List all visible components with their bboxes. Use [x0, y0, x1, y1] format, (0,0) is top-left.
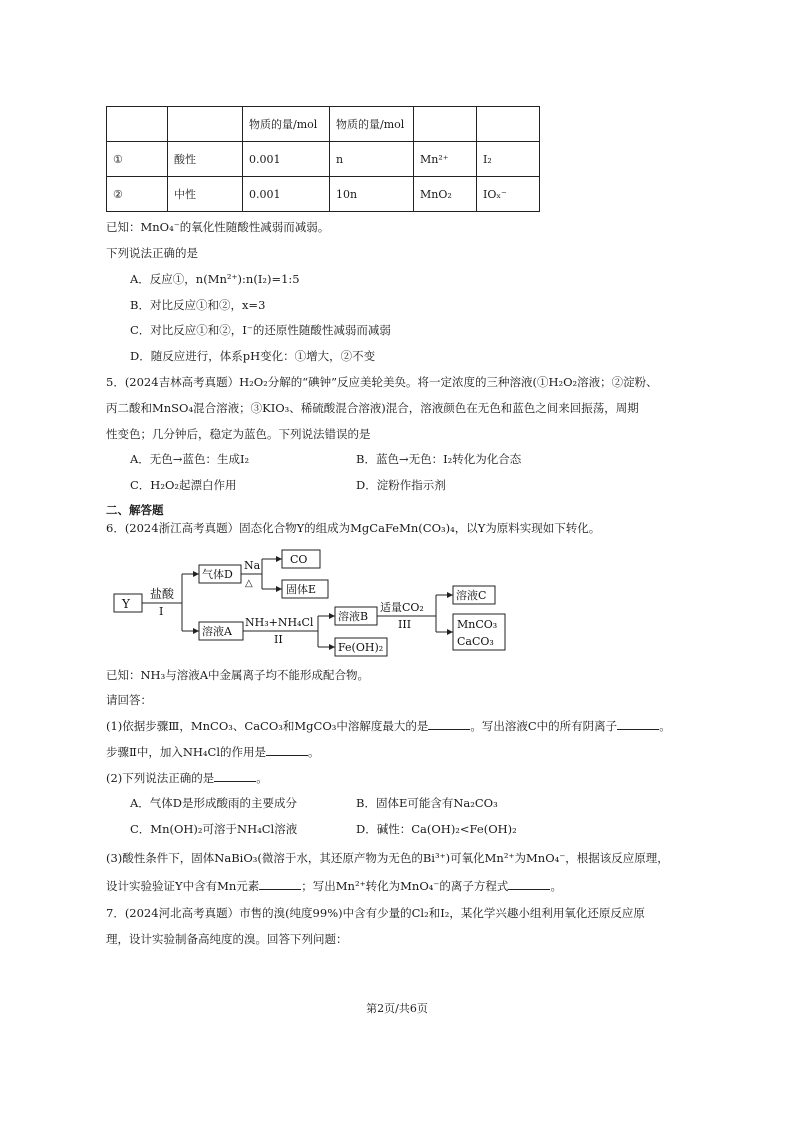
label-step3: III: [398, 618, 412, 631]
answer-blank[interactable]: [266, 744, 308, 756]
q6-part1-text: 。写出溶液C中的所有阴离子: [470, 719, 618, 733]
label-solid-e: 固体E: [286, 583, 317, 596]
q5-option-a: A．无色→蓝色：生成I₂: [130, 452, 250, 466]
q6-part1-cont: [106, 744, 320, 759]
table-cell: Mn²⁺: [414, 142, 477, 177]
label-sol-a: 溶液A: [202, 625, 232, 638]
table-cell: 0.001: [243, 177, 330, 212]
q5-line: 5．(2024吉林高考真题）H₂O₂分解的“碘钟”反应美轮美奂。将一定浓度的三种溶液(①H₂O₂溶液；②淀粉、: [106, 375, 658, 389]
table-cell: [168, 107, 243, 142]
label-na: Na: [244, 559, 261, 572]
label-co2: 适量CO₂: [380, 601, 424, 614]
label-step2: II: [274, 633, 283, 646]
table-cell: MnO₂: [414, 177, 477, 212]
page-footer: 第2页/共6页: [366, 1002, 428, 1015]
q6-known: 已知：NH₃与溶液A中金属离子均不能形成配合物。: [106, 668, 370, 682]
q6-part1-text: 步骤Ⅱ中，加入NH₄Cl的作用是: [106, 745, 266, 759]
label-y: Y: [122, 597, 130, 611]
q6-option-b: B．固体E可能含有Na₂CO₃: [356, 796, 498, 810]
label-gas-d: 气体D: [202, 568, 233, 581]
table-cell: n: [330, 142, 414, 177]
answer-blank[interactable]: [508, 878, 550, 890]
q5-option-d: D．淀粉作指示剂: [356, 478, 446, 492]
table-row: [107, 107, 540, 142]
table-cell: [477, 107, 540, 142]
q6-part3: (3)酸性条件下，固体NaBiO₃(微溶于水，其还原产物为无色的Bi³⁺)可氧化Mn²⁺为MnO₄⁻，根据该反应原理，: [106, 851, 669, 865]
table-row: [107, 177, 540, 212]
q4-option-a: A．反应①，n(Mn²⁺):n(I₂)=1:5: [130, 272, 300, 286]
label-hcl: 盐酸: [150, 587, 175, 601]
table-cell: 中性: [168, 177, 243, 212]
reaction-table: [106, 106, 540, 212]
table-cell: ②: [107, 177, 168, 212]
table-cell: I₂: [477, 142, 540, 177]
table-row: [107, 142, 540, 177]
label-delta: △: [245, 578, 253, 589]
label-mnco3: MnCO₃: [457, 618, 498, 631]
answer-blank[interactable]: [259, 878, 301, 890]
q5-option-c: C．H₂O₂起漂白作用: [130, 478, 237, 492]
label-feoh2: Fe(OH)₂: [338, 641, 384, 654]
q6-part3-text: 设计实验验证Y中含有Mn元素: [106, 879, 260, 893]
q6-part2: [106, 770, 268, 785]
section-title: 二、解答题: [106, 503, 164, 517]
q4-known: 已知：MnO₄⁻的氧化性随酸性减弱而减弱。: [106, 220, 330, 234]
q6-part3-text: 。: [550, 879, 562, 893]
q5-line: 性变色；几分钟后，稳定为蓝色。下列说法错误的是: [106, 427, 371, 441]
q7-line: 7．(2024河北高考真题）市售的溴(纯度99%)中含有少量的Cl₂和I₂，某化学兴趣小组利用氧化还原反应原: [106, 906, 645, 920]
table-cell: IOₓ⁻: [477, 177, 540, 212]
q6-ask: 请回答：: [106, 693, 152, 707]
q5-line: 丙二酸和MnSO₄混合溶液；③KIO₃、稀硫酸混合溶液)混合，溶液颜色在无色和蓝色之间来回振荡，周期: [106, 401, 639, 415]
label-caco3: CaCO₃: [457, 635, 494, 648]
q4-stem: 下列说法正确的是: [106, 246, 198, 260]
q6-part1: [106, 718, 671, 733]
q6-part2-text: 。: [256, 771, 268, 785]
answer-blank[interactable]: [214, 770, 256, 782]
q7-line: 理，设计实验制备高纯度的溴。回答下列问题：: [106, 932, 348, 946]
q4-option-c: C．对比反应①和②，I⁻的还原性随酸性减弱而减弱: [130, 323, 391, 337]
q6-part1-text: 。: [659, 719, 671, 733]
q6-part2-text: (2)下列说法正确的是: [106, 771, 215, 785]
q6-part1-text: 。: [308, 745, 320, 759]
table-cell: [107, 107, 168, 142]
q6-part1-text: (1)依据步骤Ⅲ，MnCO₃、CaCO₃和MgCO₃中溶解度最大的是: [106, 719, 429, 733]
q4-option-d: D．随反应进行，体系pH变化：①增大，②不变: [130, 349, 376, 363]
q6-option-d: D．碱性：Ca(OH)₂<Fe(OH)₂: [356, 822, 517, 836]
q6-part3-text: ；写出Mn²⁺转化为MnO₄⁻的离子方程式: [301, 879, 509, 893]
answer-blank[interactable]: [428, 718, 470, 730]
table-cell: 酸性: [168, 142, 243, 177]
label-step1: I: [159, 605, 164, 618]
answer-blank[interactable]: [617, 718, 659, 730]
table-cell: [414, 107, 477, 142]
label-sol-b: 溶液B: [338, 610, 369, 623]
label-sol-c: 溶液C: [456, 589, 487, 602]
q6-option-a: A．气体D是形成酸雨的主要成分: [130, 796, 298, 810]
table-cell: 物质的量/mol: [330, 107, 414, 142]
q6-part3-cont: [106, 878, 562, 893]
table-cell: 物质的量/mol: [243, 107, 330, 142]
q4-option-b: B．对比反应①和②，x=3: [130, 298, 266, 312]
q5-option-b: B．蓝色→无色：I₂转化为化合态: [356, 452, 522, 466]
label-nh3: NH₃+NH₄Cl: [245, 616, 314, 629]
q6-line: 6．(2024浙江高考真题）固态化合物Y的组成为MgCaFeMn(CO₃)₄，以Y为原料实现如下转化。: [106, 521, 601, 535]
table-cell: 10n: [330, 177, 414, 212]
table-cell: ①: [107, 142, 168, 177]
flow-diagram: [110, 545, 520, 660]
label-co: CO: [290, 553, 308, 566]
q6-option-c: C．Mn(OH)₂可溶于NH₄Cl溶液: [130, 822, 298, 836]
table-cell: 0.001: [243, 142, 330, 177]
